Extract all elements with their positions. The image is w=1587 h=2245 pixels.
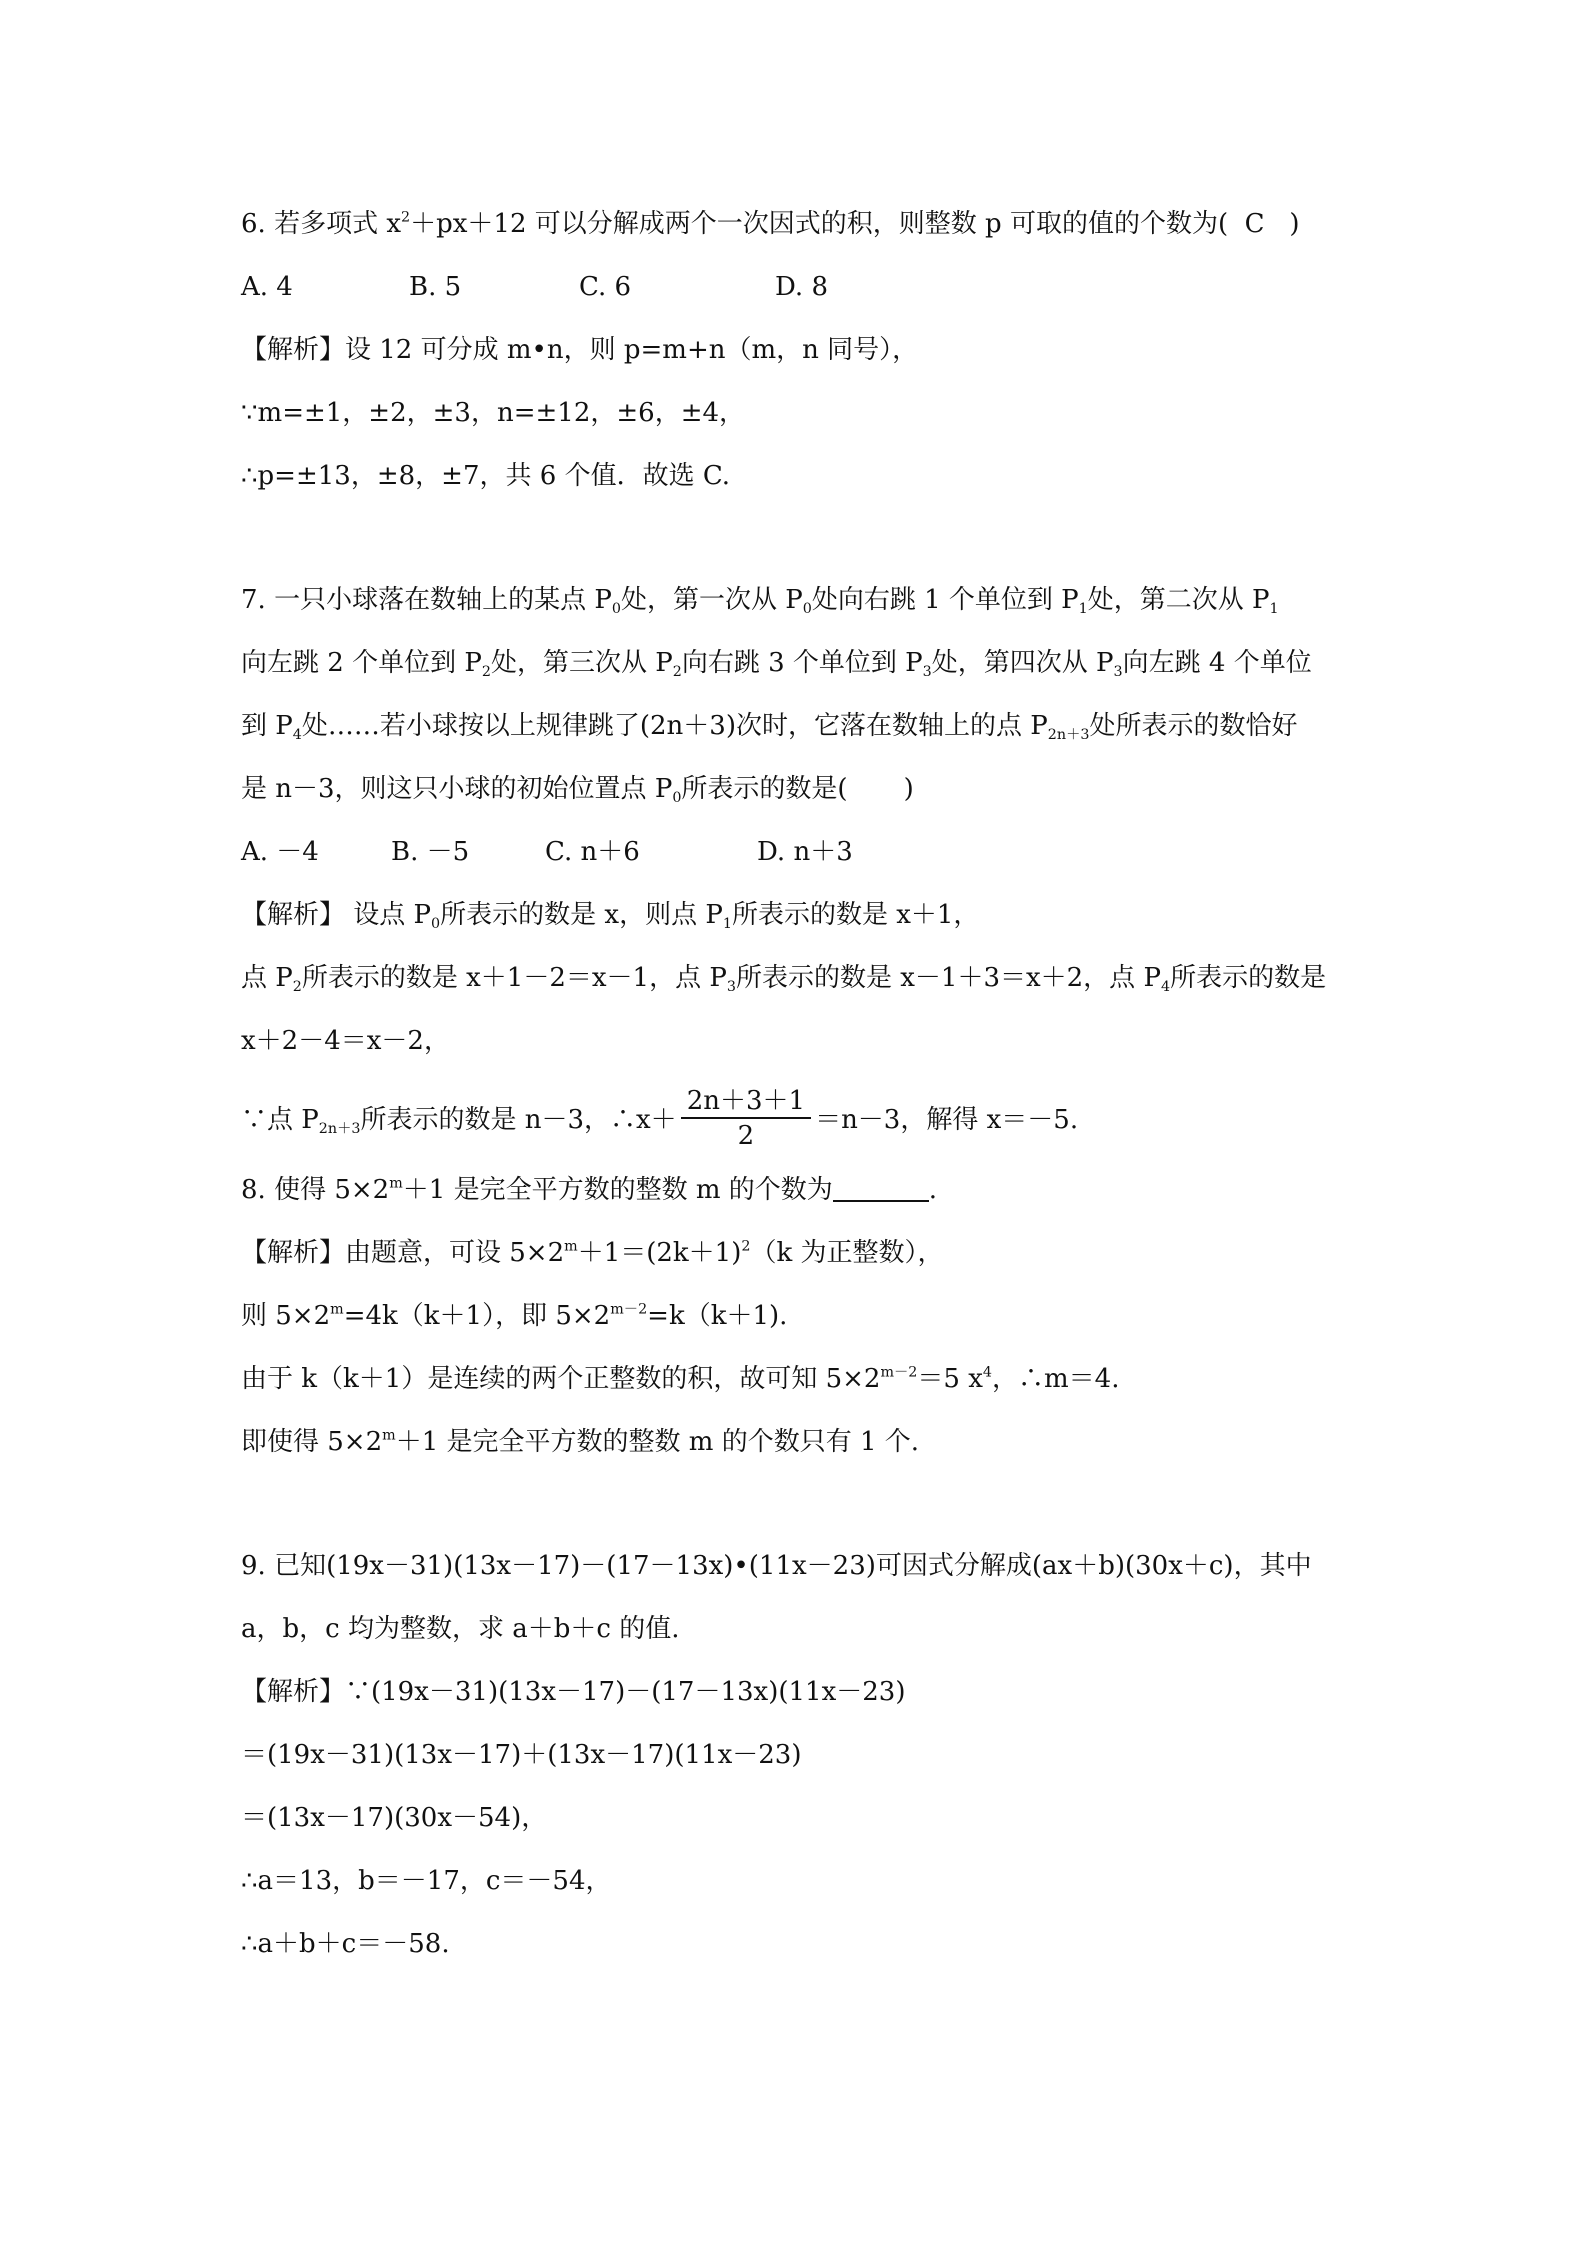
q7-subscript: 1 xyxy=(1078,601,1088,617)
q7-stem-line-1 xyxy=(241,583,1279,617)
q7-solution-line-1 xyxy=(241,898,979,932)
q8-exponent: m xyxy=(389,1175,403,1192)
q6-option-d: D. 8 xyxy=(775,272,828,302)
q8-text: ＋1＝(2k＋1) xyxy=(577,1238,742,1268)
q7-subscript: 2 xyxy=(672,664,682,680)
q7-text: ) xyxy=(903,774,914,804)
q7-subscript: 2 xyxy=(481,664,491,680)
q7-text: 处……若小球按以上规律跳了(2n＋3)次时，它落在数轴上的点 P xyxy=(301,711,1048,741)
q7-text: 点 P xyxy=(241,963,293,993)
q7-text: 所表示的数是 x＋1－2＝x－1，点 P xyxy=(301,963,727,993)
q8-text: ，∴m＝4. xyxy=(992,1364,1120,1394)
q9-solution-line-4: ∴a＝13，b＝－17，c＝－54， xyxy=(241,1866,612,1896)
q9-stem-line-1: 9. 已知(19x－31)(13x－17)－(17－13x)•(11x－23)可因式分解成(ax＋b)(30x＋c)，其中 xyxy=(241,1551,1312,1581)
q8-text: =4k（k＋1），即 5×2 xyxy=(343,1301,611,1331)
q8-exponent: m xyxy=(564,1238,578,1255)
q7-text: 所表示的数是 x，则点 P xyxy=(440,900,723,930)
q8-exponent: m－2 xyxy=(880,1364,918,1381)
q7-subscript: 0 xyxy=(672,790,682,806)
q9-solution-line-2: ＝(19x－31)(13x－17)＋(13x－17)(11x－23) xyxy=(241,1740,802,1770)
q8-text: 【解析】由题意，可设 5×2 xyxy=(241,1238,565,1268)
q7-subscript: 2n＋3 xyxy=(318,1121,361,1137)
q6-option-c: C. 6 xyxy=(579,272,632,302)
q8-text: 即使得 5×2 xyxy=(241,1427,383,1457)
q7-subscript: 2n＋3 xyxy=(1047,727,1090,743)
q7-subscript: 3 xyxy=(1113,664,1123,680)
q7-subscript: 0 xyxy=(802,601,812,617)
q7-subscript: 2 xyxy=(292,979,302,995)
q6-option-a: A. 4 xyxy=(241,272,293,302)
q8-exponent: 2 xyxy=(741,1238,751,1255)
q8-solution-line-1 xyxy=(241,1236,944,1270)
q7-solution-line-2 xyxy=(241,961,1326,995)
q8-text: ＋1 是完全平方数的整数 m 的个数只有 1 个. xyxy=(395,1427,920,1457)
q7-stem-line-2 xyxy=(241,646,1312,680)
q7-text: 向左跳 4 个单位 xyxy=(1122,648,1312,678)
q8-text: 则 5×2 xyxy=(241,1301,331,1331)
q7-text: 所表示的数是 xyxy=(1170,963,1327,993)
q8-text: （k 为正整数）， xyxy=(750,1238,944,1268)
q6-solution-line-3: ∴p=±13，±8，±7，共 6 个值．故选 C. xyxy=(241,461,731,491)
q7-text: 7. 一只小球落在数轴上的某点 P xyxy=(241,585,612,615)
q7-subscript: 3 xyxy=(922,664,932,680)
q8-text: ＋1 是完全平方数的整数 m 的个数为 xyxy=(402,1175,833,1205)
q7-solution-line-4 xyxy=(241,1080,1078,1160)
q7-option-c: C. n＋6 xyxy=(545,837,640,867)
q8-exponent: m xyxy=(330,1301,344,1318)
q7-text: 是 n－3，则这只小球的初始位置点 P xyxy=(241,774,673,804)
q7-text: 到 P xyxy=(241,711,293,741)
q7-text: 处，第一次从 P xyxy=(620,585,803,615)
q7-options xyxy=(241,835,853,869)
q6-option-b: B. 5 xyxy=(409,272,462,302)
q7-text: 处，第三次从 P xyxy=(490,648,673,678)
q7-fraction xyxy=(681,1085,811,1153)
q8-text: . xyxy=(928,1175,938,1205)
q6-stem xyxy=(241,207,1299,241)
q7-text: 所表示的数是 x－1＋3＝x＋2，点 P xyxy=(735,963,1161,993)
q7-option-d: D. n＋3 xyxy=(757,837,853,867)
q7-solution-line-3: x＋2－4＝x－2， xyxy=(241,1026,450,1056)
q6-solution-line-2: ∵m=±1，±2，±3，n=±12，±6，±4， xyxy=(241,398,746,428)
q7-subscript: 1 xyxy=(722,916,732,932)
q6-answer: C xyxy=(1244,209,1265,239)
q7-text: 所表示的数是 n－3，∴x＋ xyxy=(360,1105,677,1135)
q7-text: ∵点 P xyxy=(241,1105,319,1135)
q7-subscript: 0 xyxy=(611,601,621,617)
q8-text: 由于 k（k＋1）是连续的两个正整数的积，故可知 5×2 xyxy=(241,1364,881,1394)
q6-stem-text-2: ＋px＋12 可以分解成两个一次因式的积，则整数 p 可取的值的个数为( xyxy=(410,209,1229,239)
q8-stem xyxy=(241,1173,937,1207)
q6-exponent: 2 xyxy=(401,209,411,226)
q8-answer-blank xyxy=(833,1174,929,1202)
q6-stem-text: 6. 若多项式 x xyxy=(241,209,401,239)
q8-exponent: m－2 xyxy=(610,1301,648,1318)
q7-subscript: 1 xyxy=(1269,601,1279,617)
q8-text: =k（k＋1). xyxy=(647,1301,788,1331)
q9-solution-line-3: ＝(13x－17)(30x－54)， xyxy=(241,1803,548,1833)
q9-solution-line-5: ∴a＋b＋c＝－58. xyxy=(241,1929,450,1959)
q7-option-a: A. －4 xyxy=(241,837,319,867)
q7-text: 处，第四次从 P xyxy=(931,648,1114,678)
q8-text: ＝5 x xyxy=(917,1364,983,1394)
q7-text: 所表示的数是 x＋1， xyxy=(731,900,980,930)
q8-exponent: 4 xyxy=(982,1364,992,1381)
q7-text: 处向右跳 1 个单位到 P xyxy=(811,585,1079,615)
q7-subscript: 4 xyxy=(292,727,302,743)
q7-stem-line-4 xyxy=(241,772,914,806)
q6-solution-line-1: 【解析】设 12 可分成 m•n，则 p=m+n（m，n 同号）， xyxy=(241,335,919,365)
q8-solution-line-2 xyxy=(241,1299,787,1333)
q6-options xyxy=(241,270,828,304)
q7-fraction-numerator: 2n＋3＋1 xyxy=(681,1085,811,1119)
q7-subscript: 0 xyxy=(431,916,441,932)
q7-option-b: B. －5 xyxy=(391,837,470,867)
q7-text: 向右跳 3 个单位到 P xyxy=(681,648,923,678)
q7-text: 所表示的数是( xyxy=(681,774,848,804)
q7-fraction-denominator: 2 xyxy=(737,1121,755,1151)
q7-stem-line-3 xyxy=(241,709,1297,743)
q7-text: 处所表示的数恰好 xyxy=(1089,711,1298,741)
q7-subscript: 4 xyxy=(1160,979,1171,995)
q7-text: 【解析】 设点 P xyxy=(241,900,432,930)
q8-solution-line-3 xyxy=(241,1362,1119,1396)
q6-close-paren: ) xyxy=(1289,209,1300,239)
q8-exponent: m xyxy=(382,1427,396,1444)
q8-text: 8. 使得 5×2 xyxy=(241,1175,390,1205)
q8-solution-line-4 xyxy=(241,1425,919,1459)
q7-subscript: 3 xyxy=(726,979,736,995)
q7-text: ＝n－3，解得 x＝－5. xyxy=(815,1105,1079,1135)
q7-text: 处，第二次从 P xyxy=(1087,585,1270,615)
q9-solution-line-1: 【解析】∵(19x－31)(13x－17)－(17－13x)(11x－23) xyxy=(241,1677,906,1707)
q7-text: 向左跳 2 个单位到 P xyxy=(241,648,482,678)
q9-stem-line-2: a，b，c 均为整数，求 a＋b＋c 的值. xyxy=(241,1614,680,1644)
